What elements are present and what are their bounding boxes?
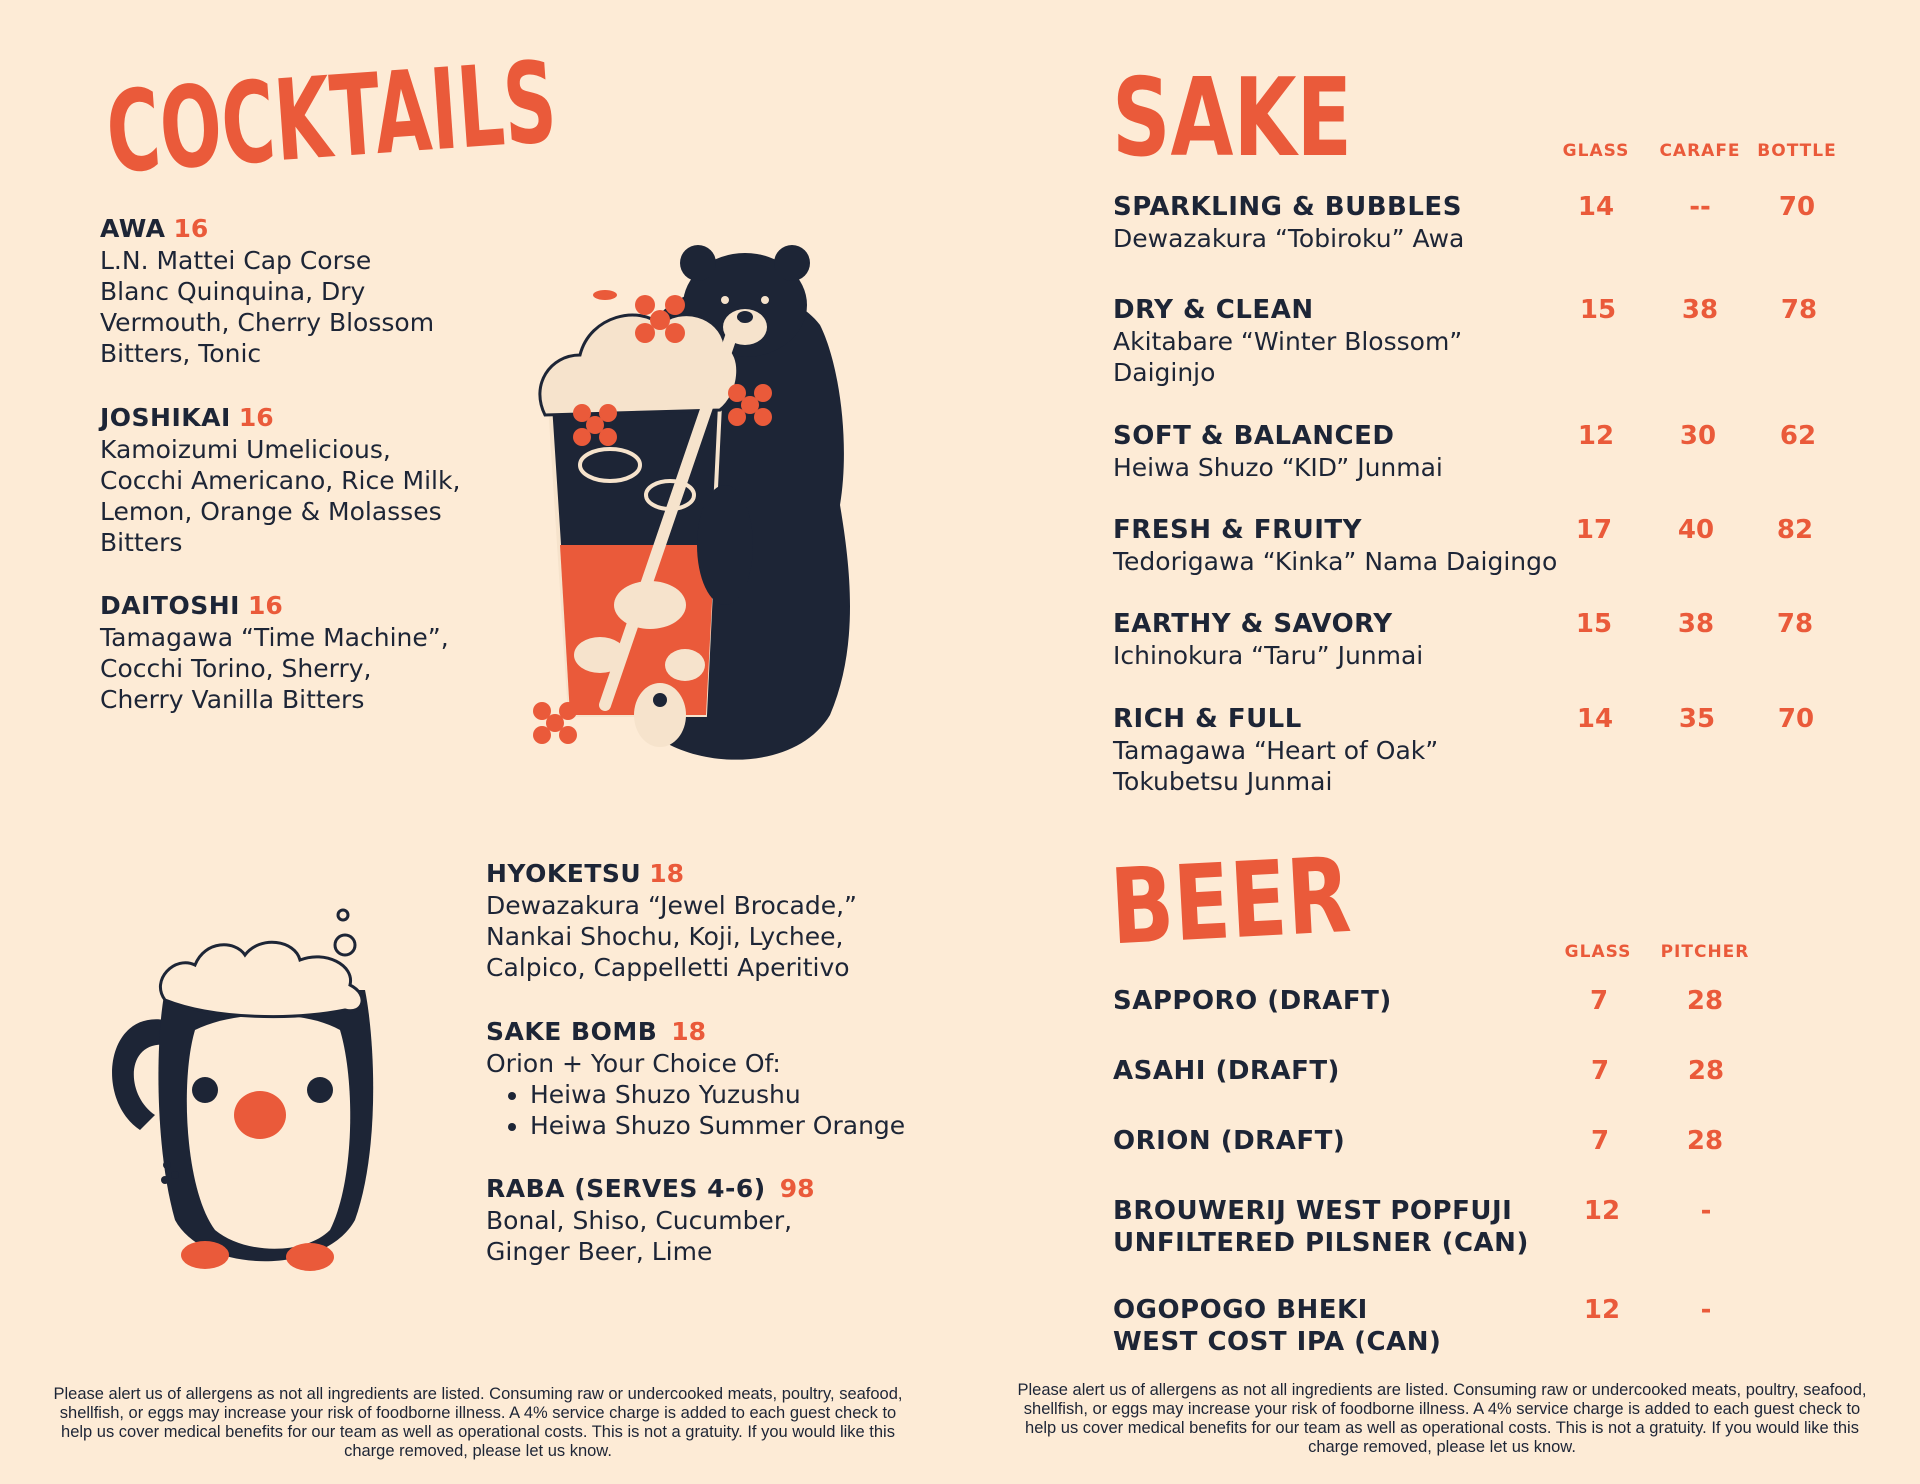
sake-style: SPARKLING & BUBBLES [1113,192,1462,222]
sake-price-carafe: 40 [1677,515,1715,545]
beer-price-glass: 7 [1589,986,1609,1016]
sake-description: Tamagawa “Heart of Oak” Tokubetsu Junmai [1113,736,1439,796]
cocktail-name: RABA (SERVES 4-6) [486,1174,766,1203]
beer-row [1113,985,1893,1017]
sake-col-bottle: BOTTLE [1757,141,1837,161]
sake-price-carafe: 30 [1679,421,1717,451]
sake-style: RICH & FULL [1113,704,1302,734]
cocktail-name: JOSHIKAI [100,403,231,432]
beer-name: BROUWERIJ WEST POPFUJI UNFILTERED PILSNER (CAN) [1113,1196,1529,1258]
beer-row [1113,1294,1893,1358]
sake-price-bottle: 78 [1776,609,1814,639]
sake-col-glass: GLASS [1562,141,1630,161]
cocktail-name: DAITOSHI [100,591,240,620]
cocktail-price: 16 [247,591,283,620]
sake-price-glass: 15 [1579,295,1617,325]
sake-description: Dewazakura “Tobiroku” Awa [1113,224,1465,253]
beer-price-glass: 7 [1590,1126,1610,1156]
beer-price-glass: 12 [1583,1196,1621,1226]
beer-price-pitcher: - [1700,1295,1712,1325]
sake-style: SOFT & BALANCED [1113,421,1395,451]
sake-row [1113,608,1893,671]
cocktail-price: 18 [671,1017,707,1046]
sake-heading [1110,50,1360,181]
sake-style: EARTHY & SAVORY [1113,609,1393,639]
beer-price-glass: 12 [1583,1295,1621,1325]
sake-bomb-options [486,1079,1046,1141]
sake-heading-text: SAKE [1112,56,1352,181]
cocktail-item-sake-bomb [486,1016,1046,1141]
cocktail-item-hyoketsu [486,858,1046,983]
option-item: • Heiwa Shuzo Yuzushu [530,1079,1046,1110]
sake-style: DRY & CLEAN [1113,295,1314,325]
cocktail-price: 16 [173,214,209,243]
cocktail-description: Kamoizumi Umelicious, Cocchi Americano, Rice Milk, Lemon, Orange & Molasses Bitters [100,435,461,557]
penguin-beer-mug-illustration [95,900,395,1280]
beer-col-pitcher: PITCHER [1660,942,1750,962]
beer-price-pitcher: 28 [1686,1126,1724,1156]
sake-description: Ichinokura “Taru” Junmai [1113,641,1424,670]
beer-heading-text: BEER [1107,830,1415,969]
sake-price-glass: 14 [1576,704,1614,734]
cocktail-description: Bonal, Shiso, Cucumber, Ginger Beer, Lime [486,1206,793,1266]
cocktails-heading-text: COCKTAILS [102,20,805,199]
beer-heading [1107,830,1415,969]
cocktail-name: HYOKETSU [486,859,642,888]
sake-style: FRESH & FRUITY [1113,515,1362,545]
sake-price-glass: 17 [1575,515,1613,545]
cocktail-item-raba [486,1173,1046,1267]
sake-price-carafe: 38 [1681,295,1719,325]
beer-price-pitcher: 28 [1687,1056,1725,1086]
sake-price-bottle: 62 [1779,421,1817,451]
cocktail-price: 18 [649,859,684,888]
beer-row [1113,1055,1893,1087]
beer-price-pitcher: - [1700,1196,1712,1226]
cocktail-name: AWA [100,214,166,243]
sake-row [1113,191,1893,254]
beer-col-glass: GLASS [1564,942,1632,962]
disclaimer-right: Please alert us of allergens as not all ingredients are listed. Consuming raw or undercooked meats, poultry, seafood, shellfish, or eggs may increase your risk of foodborne illness. A 4% service charge is added to each guest check to help us cover medical benefits for our team as well as operational costs. This is not a gratuity. If you would like this charge removed, please let us know. [1017,1381,1867,1456]
cocktail-price: 98 [779,1174,815,1203]
option-item: • Heiwa Shuzo Summer Orange [530,1110,1046,1141]
sake-description: Heiwa Shuzo “KID” Junmai [1113,453,1443,482]
cocktail-description: L.N. Mattei Cap Corse Blanc Quinquina, Dry Vermouth, Cherry Blossom Bitters, Tonic [100,246,435,368]
cocktail-description: Dewazakura “Jewel Brocade,” Nankai Shochu, Koji, Lychee, Calpico, Cappelletti Aperitivo [486,891,857,982]
sake-price-carafe: -- [1689,192,1711,222]
sake-row [1113,420,1893,483]
cocktails-heading [100,20,805,199]
sake-row [1113,294,1893,388]
beer-name: SAPPORO (DRAFT) [1113,986,1392,1016]
sake-price-bottle: 70 [1778,192,1816,222]
cocktail-description: Orion + Your Choice Of: [486,1049,781,1078]
cocktail-price: 16 [238,403,274,432]
cocktail-name: SAKE BOMB [486,1017,658,1046]
beer-price-pitcher: 28 [1686,986,1724,1016]
beer-row [1113,1195,1893,1259]
disclaimer-left: Please alert us of allergens as not all ingredients are listed. Consuming raw or undercooked meats, poultry, seafood, shellfish, or eggs may increase your risk of foodborne illness. A 4% service charge is added to each guest check to help us cover medical benefits for our team as well as operational costs. This is not a gratuity. If you would like this charge removed, please let us know. [53,1385,903,1460]
beer-row [1113,1125,1893,1157]
beer-name: OGOPOGO BHEKI WEST COST IPA (CAN) [1113,1295,1442,1357]
sake-price-carafe: 38 [1677,609,1715,639]
beer-name: ASAHI (DRAFT) [1113,1056,1340,1086]
sake-price-bottle: 82 [1776,515,1814,545]
sake-price-bottle: 70 [1777,704,1815,734]
sake-price-glass: 12 [1577,421,1615,451]
sake-description: Akitabare “Winter Blossom” Daiginjo [1113,327,1463,387]
sake-price-glass: 14 [1577,192,1615,222]
sake-col-carafe: CARAFE [1659,141,1741,161]
sake-description: Tedorigawa “Kinka” Nama Daigingo [1113,547,1558,576]
sake-row [1113,703,1893,797]
cocktail-description: Tamagawa “Time Machine”, Cocchi Torino, Sherry, Cherry Vanilla Bitters [100,623,449,714]
bear-with-drink-illustration [520,245,860,770]
sake-price-bottle: 78 [1780,295,1818,325]
sake-row [1113,514,1893,577]
beer-price-glass: 7 [1590,1056,1610,1086]
beer-name: ORION (DRAFT) [1113,1126,1346,1156]
sake-price-glass: 15 [1575,609,1613,639]
sake-price-carafe: 35 [1678,704,1716,734]
